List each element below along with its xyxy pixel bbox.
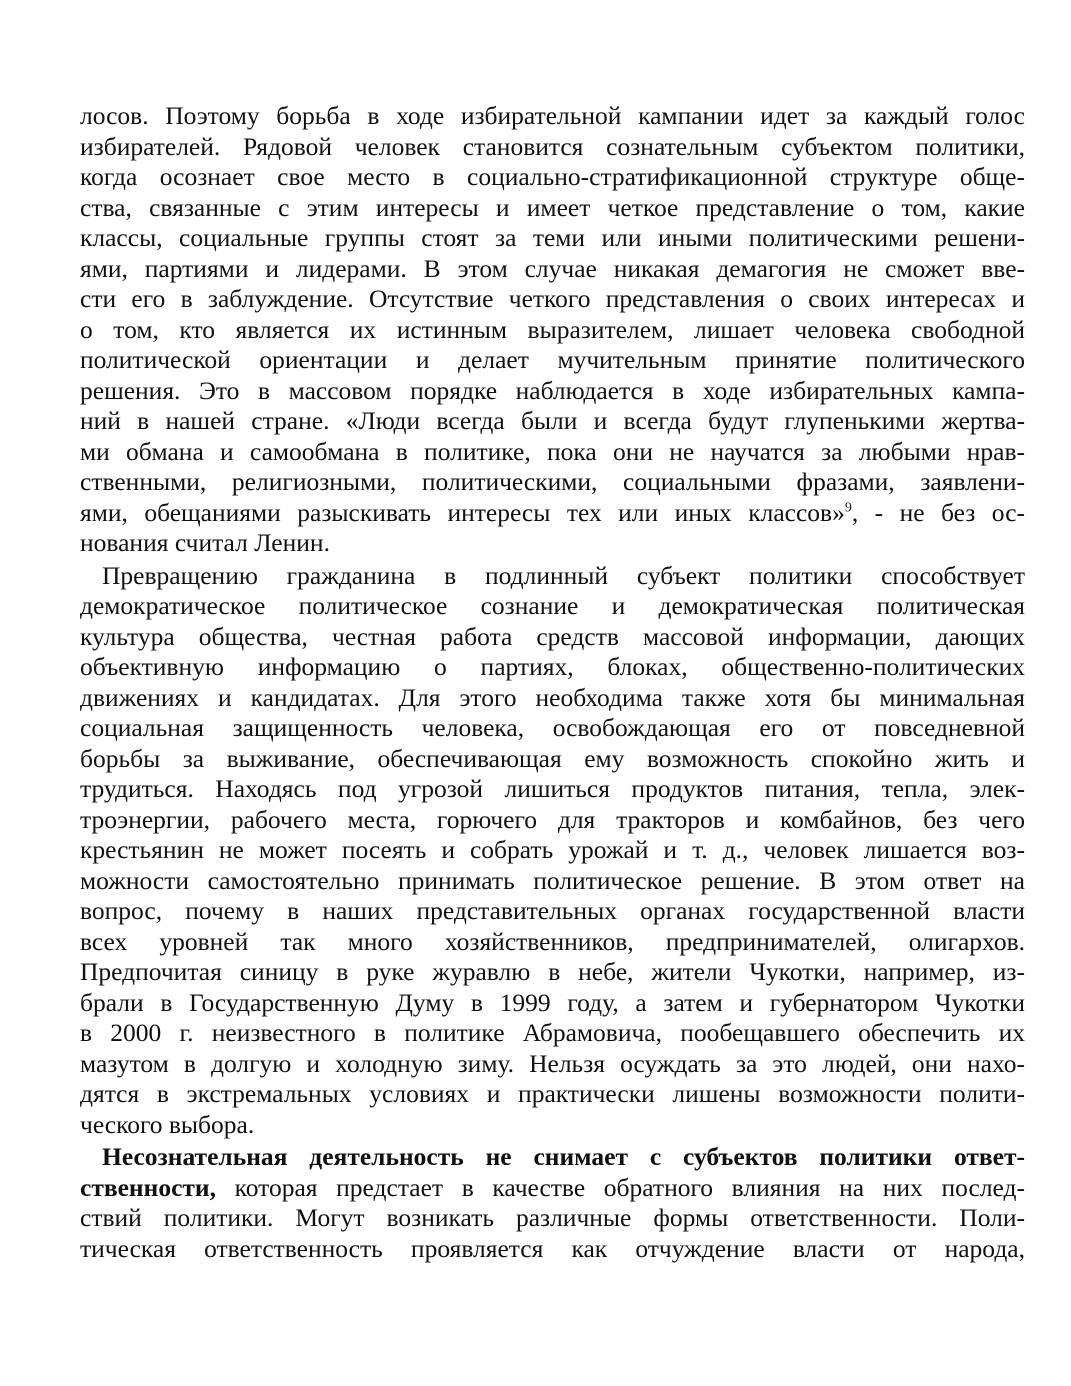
text-line: демократическое политическое сознание и демократическая политическая	[80, 591, 1025, 620]
text-line: политической ориентации и делает мучительным принятие политического	[80, 345, 1025, 374]
paragraph-1	[80, 101, 1025, 559]
text-line: дятся в экстремальных условиях и практически лишены возможности полити-	[80, 1079, 1025, 1108]
text-line: лосов. Поэтому борьба в ходе избирательной кампании идет за каждый голос	[80, 101, 1025, 130]
text-line: вопрос, почему в наших представительных органах государственной власти	[80, 896, 1025, 925]
text-line: всех уровней так много хозяйственников, предпринимателей, олигархов.	[80, 926, 1025, 956]
text-line: брали в Государственную Думу в 1999 году, а затем и губернатором Чукотки	[80, 987, 1025, 1017]
text-line: избирателей. Рядовой человек становится сознательным субъектом политики,	[80, 131, 1025, 161]
text-line: ний в нашей стране. «Люди всегда были и всегда будут глупенькими жертва-	[80, 406, 1025, 435]
quote-text: ями, обещаниями разыскивать интересы тех или иных классов»	[80, 497, 845, 527]
bold-thesis-end: ственности,	[80, 1172, 216, 1202]
text-line-with-footnote	[80, 498, 1025, 529]
text-line: сти его в заблуждение. Отсутствие четкого представления о своих интересах и	[80, 284, 1025, 313]
bold-thesis-line: Несознательная деятельность не снимает с субъектов политики ответ-	[102, 1142, 1025, 1171]
text-line: ства, связанные с этим интересы и имеет четкое представление о том, какие	[80, 192, 1025, 222]
text-line: Предпочитая синицу в руке журавлю в небе, жители Чукотки, например, из-	[80, 957, 1025, 986]
text-line: ственными, религиозными, политическими, социальными фразами, заявлени-	[80, 467, 1025, 496]
text-line: нования считал Ленин.	[80, 528, 330, 557]
text-line: можности самостоятельно принимать политическое решение. В этом ответ на	[80, 865, 1025, 895]
text-line: ческого выбора.	[80, 1109, 255, 1139]
text-line: Превращению гражданина в подлинный субъект политики способствует	[102, 560, 1025, 590]
text-line: трудиться. Находясь под угрозой лишиться продуктов питания, тепла, элек-	[80, 774, 1025, 803]
quote-attribution: , - не без ос-	[851, 497, 1025, 527]
paragraph-2	[80, 561, 1025, 1141]
text-line: мазутом в долгую и холодную зиму. Нельзя осуждать за это людей, они нахо-	[80, 1048, 1025, 1078]
text-line: классы, социальные группы стоят за теми или иными политическими решени-	[80, 223, 1025, 252]
text-line: объективную информацию о партиях, блоках, общественно-политических	[80, 652, 1025, 681]
text-line: троэнергии, рабочего места, горючего для тракторов и комбайнов, без чего	[80, 804, 1025, 834]
text-line: о том, кто является их истинным выразителем, лишает человека свободной	[80, 314, 1025, 344]
text-line: социальная защищенность человека, освобождающая его от повседневной	[80, 713, 1025, 742]
text-line: ями, партиями и лидерами. В этом случае никакая демагогия не сможет вве-	[80, 253, 1025, 283]
text-line: когда осознает свое место в социально-стратификационной структуре обще-	[80, 162, 1025, 191]
paragraph-3	[80, 1142, 1025, 1264]
text-line: борьбы за выживание, обеспечивающая ему возможность спокойно жить и	[80, 743, 1025, 773]
document-page	[80, 101, 1025, 1266]
text-line-mixed	[80, 1173, 1025, 1204]
text-line: решения. Это в массовом порядке наблюдается в ходе избирательных кампа-	[80, 375, 1025, 405]
text-line: тическая ответственность проявляется как отчуждение власти от народа,	[80, 1233, 1025, 1263]
text-line: ствий политики. Могут возникать различные формы ответственности. Поли-	[80, 1203, 1025, 1232]
text-line: ми обмана и самообмана в политике, пока они не научатся за любыми нрав-	[80, 436, 1025, 466]
text-line: движениях и кандидатах. Для этого необходима также хотя бы минимальная	[80, 682, 1025, 712]
text-continuation: которая предстает в качестве обратного влияния на них послед-	[215, 1172, 1025, 1202]
text-line: крестьянин не может посеять и собрать урожай и т. д., человек лишается воз-	[80, 835, 1025, 864]
text-line: в 2000 г. неизвестного в политике Абрамовича, пообещавшего обеспечить их	[80, 1018, 1025, 1047]
text-line: культура общества, честная работа средств массовой информации, дающих	[80, 621, 1025, 651]
footnote-reference[interactable]: 9	[844, 500, 852, 515]
